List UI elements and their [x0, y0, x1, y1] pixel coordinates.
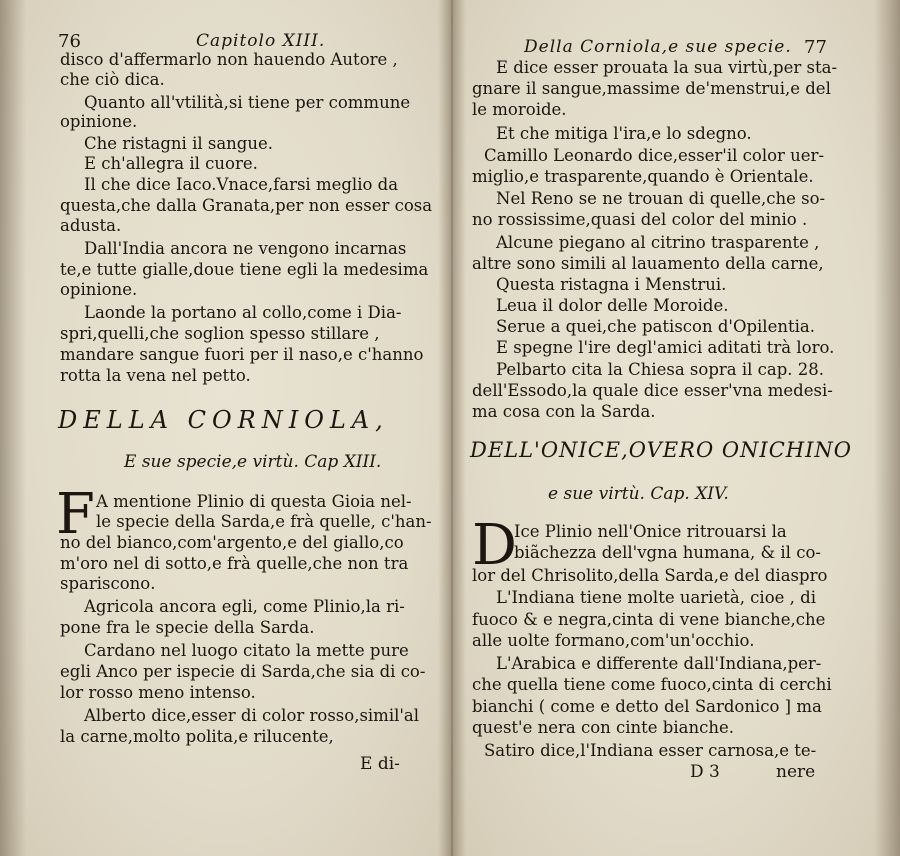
- text-line: Dall'India ancora ne vengono incarnas: [84, 239, 407, 258]
- page-number: 77: [804, 37, 827, 58]
- text-line: Nel Reno se ne trouan di quelle,che so-: [496, 189, 826, 208]
- text-line: Cardano nel luogo citato la mette pure: [84, 641, 409, 660]
- text-line: bianchi ( come e detto del Sardonico ] ma: [472, 697, 822, 716]
- drop-cap: F: [56, 482, 95, 547]
- text-line: no rossissime,quasi del color del minio .: [472, 210, 808, 229]
- text-line: te,e tutte gialle,doue tiene egli la medesima: [60, 260, 429, 279]
- text-line: sparisconο.: [60, 574, 156, 593]
- text-line: la carne,molto polita,e rilucente,: [60, 727, 334, 746]
- text-line: spri,quelli,che soglion spesso stillare ,: [60, 324, 380, 343]
- text-line: altre sono simili al lauamento della carne,: [472, 254, 824, 273]
- text-line: Agricola ancora egli, come Plinio,la ri-: [84, 597, 405, 616]
- text-line: Leua il dolor delle Moroide.: [496, 296, 729, 315]
- right-page: [452, 0, 900, 856]
- running-head: Capitolo XIII.: [196, 31, 326, 51]
- text-line: miglio,e trasparente,quando è Orientale.: [472, 167, 814, 186]
- text-line: egli Anco per ispecie di Sarda,che sia di co-: [60, 662, 426, 681]
- drop-cap: D: [472, 513, 517, 578]
- text-line: Che ristagni il sangue.: [84, 134, 274, 153]
- text-line: Laonde la portano al collo,come i Dia-: [84, 303, 402, 322]
- text-line: adusta.: [60, 216, 122, 235]
- chapter-subtitle: E sue specie,e virtù. Cap XIII.: [124, 452, 382, 472]
- text-line: dell'Essodo,la quale dice esser'vna medesi-: [472, 381, 833, 400]
- text-line: Ice Plinio nell'Onice ritrouarsi la: [514, 522, 787, 541]
- text-line: che ciò dica.: [60, 70, 165, 89]
- text-line: m'oro nel di sotto,e frà quelle,che non tra: [60, 554, 409, 573]
- running-head: Della Corniola,e sue specie.: [524, 37, 792, 57]
- text-line: questa,che dalla Granata,per non esser cosa: [60, 196, 433, 215]
- text-line: Alcune piegano al citrino trasparente ,: [496, 233, 820, 252]
- text-line: gnare il sangue,massime de'menstrui,e del: [472, 79, 831, 98]
- text-line: pone fra le specie della Sarda.: [60, 618, 315, 637]
- text-line: A mentione Plinio di questa Gioia nel-: [96, 492, 412, 511]
- text-line: biãchezza dell'vgna humana, & il co-: [514, 543, 821, 562]
- text-line: le moroide.: [472, 100, 567, 119]
- text-line: quest'e nera con cinte bianche.: [472, 718, 734, 737]
- text-line: Alberto dice,esser di color rosso,simil'al: [84, 706, 420, 725]
- page-edge-shadow: [0, 0, 26, 856]
- text-line: che quella tiene come fuoco,cinta di cerchi: [472, 675, 832, 694]
- text-line: fuoco & e negra,cinta di vene bianche,che: [472, 610, 826, 629]
- catchword: nere: [776, 762, 816, 782]
- chapter-title: DELL'ONICE,OVERO ONICHINO: [470, 438, 852, 462]
- text-line: E spegne l'ire degl'amici aditati trà loro.: [496, 338, 835, 357]
- text-line: Et che mitiga l'ira,e lo sdegno.: [496, 124, 752, 143]
- text-line: Quanto all'vtilità,si tiene per commune: [84, 93, 411, 112]
- text-line: Il che dice Iaco.Vnace,farsi meglio da: [84, 175, 399, 194]
- text-line: E ch'allegra il cuore.: [84, 154, 258, 173]
- text-line: L'Arabica e differente dall'Indiana,per-: [496, 654, 822, 673]
- text-line: mandare sangue fuori per il naso,e c'hanno: [60, 345, 424, 364]
- text-line: opinione.: [60, 112, 138, 131]
- text-line: no del bianco,com'argento,e del giallo,co: [60, 533, 404, 552]
- text-line: lor del Chrisolito,della Sarda,e del diaspro: [472, 566, 828, 585]
- text-line: opinione.: [60, 280, 138, 299]
- signature-mark: D 3: [690, 762, 720, 782]
- book-gutter: [438, 0, 466, 856]
- text-line: disco d'affermarlo non hauendo Autore ,: [60, 50, 398, 69]
- text-line: Questa ristagna i Menstrui.: [496, 275, 727, 294]
- text-line: Camillo Leonardo dice,esser'il color uer-: [484, 146, 825, 165]
- text-line: Satiro dice,l'Indiana esser carnosa,e te-: [484, 741, 817, 760]
- catchword: E di-: [360, 754, 400, 774]
- text-line: ma cosa con la Sarda.: [472, 402, 656, 421]
- text-line: rotta la vena nel petto.: [60, 366, 251, 385]
- text-line: L'Indiana tiene molte uarietà, cioe , di: [496, 588, 816, 607]
- text-line: lor rosso meno intenso.: [60, 683, 256, 702]
- page-number: 76: [58, 31, 81, 52]
- text-line: Serue a quei,che patiscon d'Opilentia.: [496, 317, 815, 336]
- text-line: le specie della Sarda,e frà quelle, c'han-: [96, 512, 432, 531]
- chapter-title: DELLA CORNIOLA,: [58, 406, 389, 434]
- text-line: alle uolte formano,com'un'occhio.: [472, 631, 755, 650]
- text-line: Pelbarto cita la Chiesa sopra il cap. 28.: [496, 360, 825, 379]
- text-line: E dice esser prouata la sua virtù,per sta-: [496, 58, 838, 77]
- page-edge-shadow: [874, 0, 900, 856]
- chapter-subtitle: e sue virtù. Cap. XIV.: [548, 484, 729, 504]
